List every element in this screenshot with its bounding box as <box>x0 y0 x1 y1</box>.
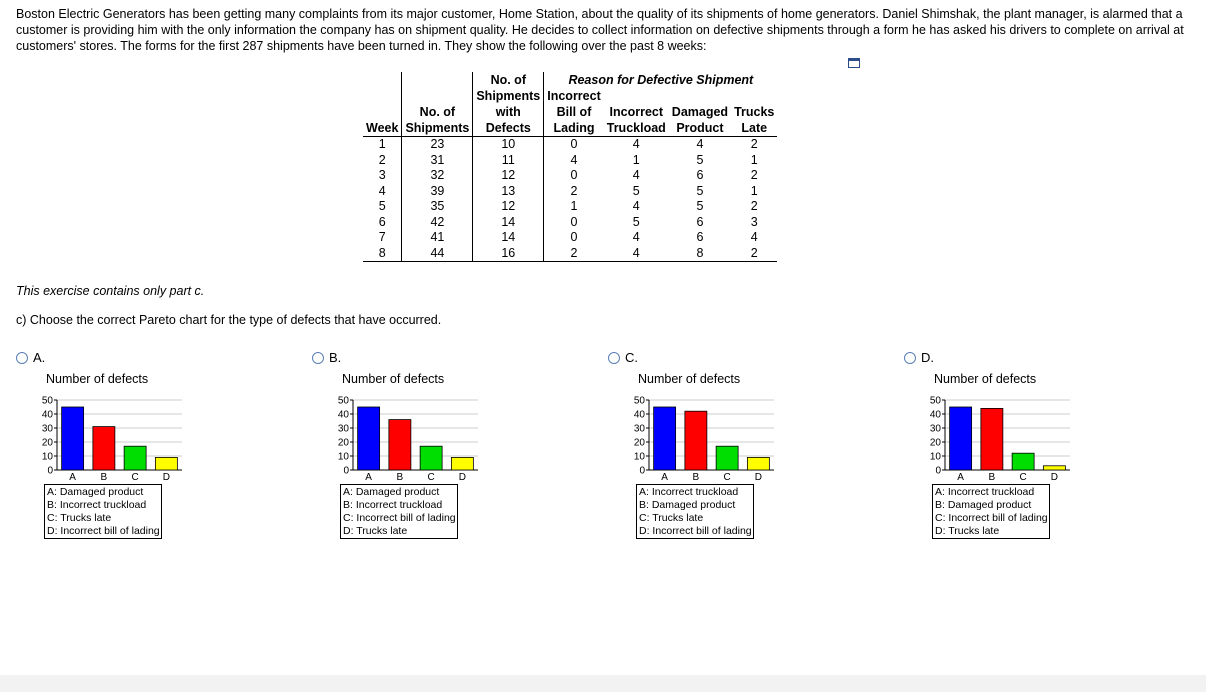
x-tick-label: B <box>396 472 404 482</box>
hdr-shipments-1: No. of <box>402 104 473 120</box>
table-cell: 0 <box>570 230 578 244</box>
bar-D <box>155 457 177 470</box>
x-tick-label: D <box>754 472 762 482</box>
table-cell: 13 <box>473 184 544 200</box>
y-tick-label: 50 <box>41 396 53 407</box>
table-cell: 1 <box>750 152 758 167</box>
question-text: c) Choose the correct Pareto chart for the type of defects that have occurred. <box>16 313 442 327</box>
table-cell: 42 <box>402 215 473 231</box>
table-cell: 11 <box>473 153 544 169</box>
y-tick-label: 40 <box>633 409 645 421</box>
x-tick-label: B <box>988 472 996 482</box>
legend-item: A: Incorrect truckload <box>935 486 1035 498</box>
exercise-note: This exercise contains only part c. <box>16 284 205 298</box>
table-cell: 10 <box>473 137 544 153</box>
bar-A <box>62 407 84 470</box>
bar-A <box>950 407 972 470</box>
hdr-defects-4: Defects <box>473 120 544 137</box>
table-cell: 1 <box>363 137 402 153</box>
legend-item: D: Incorrect bill of lading <box>47 525 160 537</box>
hdr-truckload-1: Incorrect <box>609 105 664 119</box>
table-cell: 4 <box>632 230 640 244</box>
table-cell: 5 <box>696 199 704 213</box>
radio-a[interactable] <box>16 352 28 364</box>
hdr-late-2: Late <box>731 120 777 137</box>
option-d[interactable] <box>904 350 1064 550</box>
legend-item: C: Incorrect bill of lading <box>343 512 456 524</box>
table-cell: 1 <box>570 199 578 213</box>
hdr-damaged-2: Product <box>669 120 731 137</box>
bar-D <box>747 457 769 470</box>
footer-bar <box>0 675 1206 692</box>
legend-d <box>932 484 1050 539</box>
y-tick-label: 10 <box>929 451 941 463</box>
table-cell: 2 <box>731 246 777 262</box>
table-cell: 4 <box>632 199 640 213</box>
option-letter: A. <box>33 350 46 365</box>
hdr-damaged-1: Damaged <box>671 105 729 119</box>
table-row <box>363 230 777 246</box>
x-tick-label: C <box>723 472 731 482</box>
y-tick-label: 0 <box>47 465 53 477</box>
x-tick-label: A <box>661 472 668 482</box>
legend-item: D: Trucks late <box>935 525 1000 537</box>
table-cell: 32 <box>402 168 473 184</box>
bar-B <box>93 427 115 470</box>
bar-A <box>654 407 676 470</box>
legend-item: B: Incorrect truckload <box>47 499 147 511</box>
radio-d[interactable] <box>904 352 916 364</box>
problem-intro: Boston Electric Generators has been getting many complaints from its major customer, Home Station, about the quality of its shipments of home generators. Daniel Shimshak, the plant manager, is alarmed that a customer is providing him with the only information the company has on shipment quality. He decides to collect information on defective shipments through a form he has asked his drivers to complete on arrival at customers' stores. The forms for the first 287 shipments have been turned in. They show the following over the past 8 weeks: <box>16 7 1184 53</box>
y-tick-label: 30 <box>337 423 349 435</box>
legend-item: B: Damaged product <box>935 499 1032 511</box>
bar-C <box>420 446 442 470</box>
chart-title: Number of defects <box>638 372 741 386</box>
group-header: Reason for Defective Shipment <box>568 73 754 87</box>
y-tick-label: 30 <box>633 423 645 435</box>
y-tick-label: 20 <box>337 437 349 449</box>
y-tick-label: 10 <box>41 451 53 463</box>
option-c[interactable] <box>608 350 768 550</box>
legend-item: A: Damaged product <box>47 486 144 498</box>
table-cell: 6 <box>696 214 704 229</box>
bar-D <box>451 457 473 470</box>
x-tick-label: C <box>427 472 435 482</box>
table-cell: 35 <box>402 199 473 215</box>
table-cell: 4 <box>604 246 669 262</box>
y-tick-label: 0 <box>935 465 941 477</box>
hdr-defects-3: with <box>473 104 544 120</box>
table-row <box>363 199 777 215</box>
table-cell: 14 <box>473 215 544 231</box>
table-row <box>363 184 777 200</box>
option-letter: D. <box>921 350 934 365</box>
bar-B <box>981 408 1003 470</box>
legend-item: C: Incorrect bill of lading <box>935 512 1048 524</box>
table-cell: 5 <box>632 183 640 198</box>
y-tick-label: 40 <box>337 409 349 421</box>
x-tick-label: D <box>1050 472 1058 482</box>
bar-C <box>124 446 146 470</box>
pareto-chart-b <box>333 396 483 482</box>
x-tick-label: B <box>100 472 108 482</box>
table-cell: 4 <box>363 184 402 200</box>
table-cell: 0 <box>570 168 578 182</box>
table-cell: 2 <box>750 168 758 182</box>
legend-item: A: Damaged product <box>343 486 440 498</box>
table-cell: 2 <box>363 153 402 169</box>
hdr-late-1: Trucks <box>734 105 775 119</box>
table-cell: 3 <box>750 214 758 229</box>
y-tick-label: 50 <box>337 396 349 407</box>
y-tick-label: 40 <box>41 409 53 421</box>
option-a[interactable] <box>16 350 176 550</box>
legend-item: C: Trucks late <box>47 512 112 524</box>
bar-C <box>716 446 738 470</box>
y-tick-label: 50 <box>929 396 941 407</box>
pareto-chart-a <box>37 396 187 482</box>
table-cell: 3 <box>363 168 402 184</box>
x-tick-label: D <box>458 472 466 482</box>
option-letter: B. <box>329 350 342 365</box>
table-cell: 6 <box>363 215 402 231</box>
legend-item: B: Incorrect truckload <box>343 499 443 511</box>
legend-b <box>340 484 458 539</box>
pareto-chart-d <box>925 396 1075 482</box>
hdr-shipments-2: Shipments <box>402 120 473 137</box>
table-cell: 7 <box>363 230 402 246</box>
legend-item: D: Trucks late <box>343 525 408 537</box>
y-tick-label: 20 <box>41 437 53 449</box>
chart-title: Number of defects <box>934 372 1037 386</box>
table-cell: 2 <box>570 183 578 198</box>
table-cell: 14 <box>473 230 544 246</box>
y-tick-label: 0 <box>639 465 645 477</box>
table-cell: 12 <box>473 168 544 184</box>
y-tick-label: 20 <box>633 437 645 449</box>
table-cell: 8 <box>669 246 731 262</box>
chart-title: Number of defects <box>46 372 149 386</box>
hdr-bill-3: Lading <box>544 120 604 137</box>
bar-B <box>389 420 411 470</box>
option-b[interactable] <box>312 350 472 550</box>
bar-B <box>685 411 707 470</box>
defects-table <box>363 72 777 262</box>
pareto-chart-c <box>629 396 779 482</box>
y-tick-label: 0 <box>343 465 349 477</box>
x-tick-label: C <box>131 472 139 482</box>
hdr-truckload-2: Truckload <box>604 120 669 137</box>
table-cell: 1 <box>632 152 640 167</box>
table-cell: 23 <box>402 137 473 153</box>
legend-item: A: Incorrect truckload <box>639 486 739 498</box>
x-tick-label: B <box>692 472 700 482</box>
hdr-bill-1: Incorrect <box>547 89 601 103</box>
legend-a <box>44 484 162 539</box>
table-cell: 31 <box>402 153 473 169</box>
radio-c[interactable] <box>608 352 620 364</box>
y-tick-label: 30 <box>41 423 53 435</box>
table-cell: 4 <box>696 137 704 151</box>
table-cell: 12 <box>473 199 544 215</box>
y-tick-label: 30 <box>929 423 941 435</box>
chart-title: Number of defects <box>342 372 445 386</box>
radio-b[interactable] <box>312 352 324 364</box>
option-letter: C. <box>625 350 638 365</box>
table-cell: 5 <box>363 199 402 215</box>
legend-c <box>636 484 754 539</box>
y-tick-label: 10 <box>633 451 645 463</box>
table-row <box>363 215 777 231</box>
table-cell: 41 <box>402 230 473 246</box>
table-cell: 8 <box>363 246 402 262</box>
table-cell: 0 <box>570 137 578 151</box>
table-cell: 1 <box>750 183 758 198</box>
table-row <box>363 137 777 153</box>
table-cell: 0 <box>570 214 578 229</box>
table-row <box>363 246 777 262</box>
bar-A <box>358 407 380 470</box>
table-cell: 2 <box>544 246 604 262</box>
table-cell: 39 <box>402 184 473 200</box>
table-cell: 4 <box>632 168 640 182</box>
table-cell: 4 <box>750 230 758 244</box>
hdr-week: Week <box>363 120 402 137</box>
hdr-defects-1: No. of <box>473 72 544 88</box>
legend-item: C: Trucks late <box>639 512 704 524</box>
table-cell: 5 <box>696 183 704 198</box>
x-tick-label: A <box>957 472 964 482</box>
table-row <box>363 168 777 184</box>
table-cell: 2 <box>750 137 758 151</box>
table-row <box>363 153 777 169</box>
x-tick-label: A <box>69 472 76 482</box>
table-cell: 2 <box>750 199 758 213</box>
bar-C <box>1012 453 1034 470</box>
x-tick-label: C <box>1019 472 1027 482</box>
y-tick-label: 40 <box>929 409 941 421</box>
hdr-defects-2: Shipments <box>473 88 544 104</box>
popout-icon[interactable] <box>848 58 860 68</box>
legend-item: D: Incorrect bill of lading <box>639 525 752 537</box>
y-tick-label: 50 <box>633 396 645 407</box>
y-tick-label: 10 <box>337 451 349 463</box>
hdr-bill-2: Bill of <box>556 105 592 119</box>
table-cell: 5 <box>632 214 640 229</box>
x-tick-label: D <box>162 472 170 482</box>
x-tick-label: A <box>365 472 372 482</box>
table-cell: 16 <box>473 246 544 262</box>
bar-D <box>1043 466 1065 470</box>
table-cell: 4 <box>632 137 640 151</box>
table-cell: 44 <box>402 246 473 262</box>
y-tick-label: 20 <box>929 437 941 449</box>
table-cell: 4 <box>570 152 578 167</box>
table-cell: 6 <box>696 230 704 244</box>
table-cell: 6 <box>696 168 704 182</box>
table-cell: 5 <box>696 152 704 167</box>
legend-item: B: Damaged product <box>639 499 736 511</box>
